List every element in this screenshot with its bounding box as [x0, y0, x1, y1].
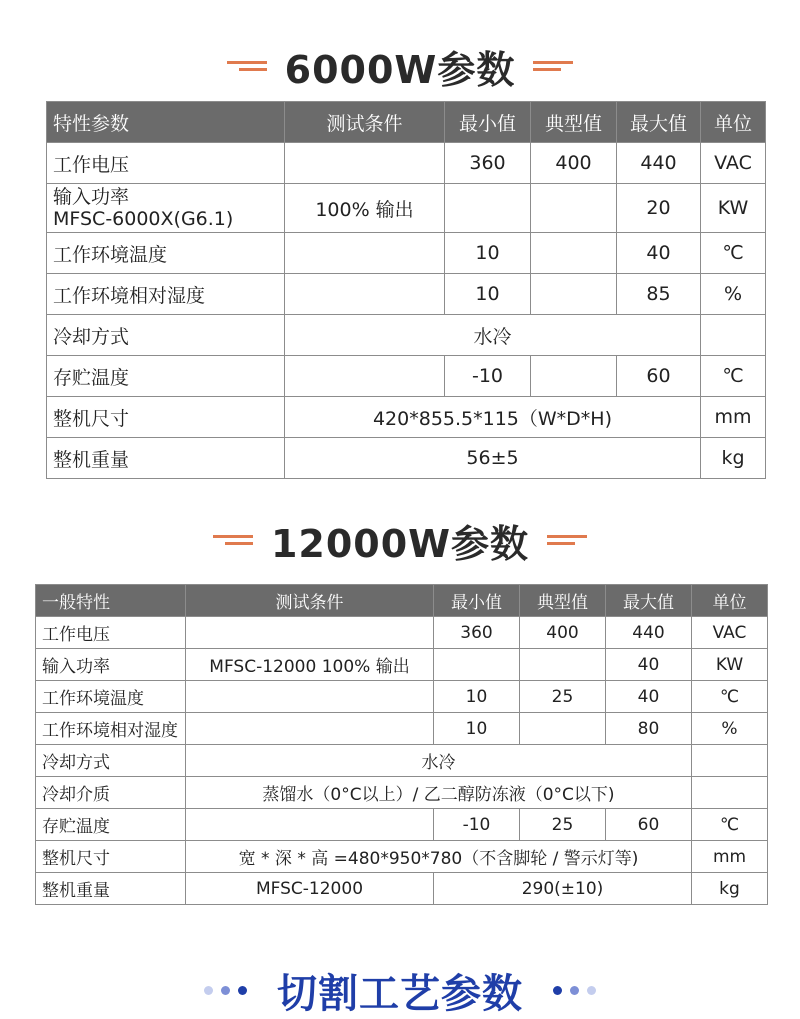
cond-cell	[285, 233, 445, 274]
unit-cell: mm	[701, 397, 766, 438]
dot-icon	[238, 986, 247, 995]
row-label: 输入功率	[36, 649, 186, 681]
typ-cell: 25	[520, 809, 606, 841]
dot-icon	[570, 986, 579, 995]
header-cell: 最小值	[434, 585, 520, 617]
table-row	[36, 841, 768, 873]
row-label-line1: 输入功率	[53, 186, 130, 208]
header-cell: 最大值	[606, 585, 692, 617]
row-label: 工作环境相对湿度	[36, 713, 186, 745]
max-cell: 440	[606, 617, 692, 649]
cond-cell	[186, 681, 434, 713]
unit-cell: ℃	[701, 356, 766, 397]
header-cell: 一般特性	[36, 585, 186, 617]
section-cutting-title	[0, 962, 800, 1018]
max-cell: 440	[617, 143, 701, 184]
typ-cell	[531, 356, 617, 397]
unit-cell: %	[692, 713, 768, 745]
row-label: 工作环境相对湿度	[47, 274, 285, 315]
unit-cell: ℃	[692, 681, 768, 713]
title-decoration-left	[227, 61, 267, 71]
dot-icon	[587, 986, 596, 995]
section-title-text: 切割工艺参数	[277, 970, 523, 1017]
dots-decoration-left	[204, 986, 247, 995]
table-header-row	[47, 102, 766, 143]
table-row	[47, 184, 766, 233]
min-cell: -10	[434, 809, 520, 841]
table-row	[36, 649, 768, 681]
table-header-row	[36, 585, 768, 617]
header-cell: 最大值	[617, 102, 701, 143]
unit-cell: mm	[692, 841, 768, 873]
merged-value-cell: 420*855.5*115（W*D*H)	[285, 397, 701, 438]
cond-cell	[186, 809, 434, 841]
table-row	[47, 233, 766, 274]
title-decoration-right	[547, 535, 587, 545]
min-cell: 360	[445, 143, 531, 184]
cond-cell: 100% 输出	[285, 184, 445, 233]
merged-value-cell: 宽 * 深 * 高 =480*950*780（不含脚轮 / 警示灯等)	[186, 841, 692, 873]
merged-value-cell: 56±5	[285, 438, 701, 479]
row-label: 整机尺寸	[47, 397, 285, 438]
max-cell: 80	[606, 713, 692, 745]
row-label: 整机重量	[36, 873, 186, 905]
typ-cell	[520, 649, 606, 681]
table-row	[36, 809, 768, 841]
row-label: 存贮温度	[36, 809, 186, 841]
min-cell: 10	[434, 713, 520, 745]
table-row	[47, 438, 766, 479]
min-cell	[434, 649, 520, 681]
dot-icon	[204, 986, 213, 995]
section-6000w-title	[0, 40, 800, 92]
max-cell: 20	[617, 184, 701, 233]
row-label: 整机重量	[47, 438, 285, 479]
typ-cell: 400	[531, 143, 617, 184]
max-cell: 60	[617, 356, 701, 397]
table-row	[36, 777, 768, 809]
row-label: 存贮温度	[47, 356, 285, 397]
cond-cell: MFSC-12000	[186, 873, 434, 905]
min-cell	[445, 184, 531, 233]
row-label: 工作电压	[47, 143, 285, 184]
unit-cell: KW	[692, 649, 768, 681]
typ-cell: 25	[520, 681, 606, 713]
table-row	[47, 356, 766, 397]
min-cell: 10	[434, 681, 520, 713]
cond-cell	[186, 713, 434, 745]
title-decoration-left	[213, 535, 253, 545]
typ-cell	[531, 274, 617, 315]
cond-cell	[285, 143, 445, 184]
spec-table-6000w	[46, 101, 766, 479]
table-row	[36, 681, 768, 713]
cond-cell	[285, 356, 445, 397]
row-label: 工作环境温度	[36, 681, 186, 713]
unit-cell	[692, 745, 768, 777]
row-label-line2: MFSC-6000X(G6.1)	[53, 208, 234, 230]
typ-cell	[531, 233, 617, 274]
table-row	[47, 143, 766, 184]
row-label: 冷却方式	[47, 315, 285, 356]
table-row	[36, 745, 768, 777]
header-cell: 典型值	[531, 102, 617, 143]
table-row	[47, 274, 766, 315]
title-decoration-right	[533, 61, 573, 71]
unit-cell: kg	[692, 873, 768, 905]
max-cell: 40	[606, 681, 692, 713]
cond-cell: MFSC-12000 100% 输出	[186, 649, 434, 681]
typ-cell	[531, 184, 617, 233]
typ-cell	[520, 713, 606, 745]
max-cell: 85	[617, 274, 701, 315]
typ-cell: 400	[520, 617, 606, 649]
row-label: 冷却方式	[36, 745, 186, 777]
min-cell: 360	[434, 617, 520, 649]
row-label: 整机尺寸	[36, 841, 186, 873]
section-title-text: 6000W参数	[284, 47, 516, 92]
unit-cell: VAC	[692, 617, 768, 649]
min-cell: 10	[445, 233, 531, 274]
dots-decoration-right	[553, 986, 596, 995]
dot-icon	[221, 986, 230, 995]
header-cell: 测试条件	[186, 585, 434, 617]
section-title-text: 12000W参数	[270, 521, 530, 566]
section-12000w-title	[0, 514, 800, 566]
min-cell: -10	[445, 356, 531, 397]
row-label	[47, 184, 285, 233]
merged-value-cell: 290(±10)	[434, 873, 692, 905]
unit-cell: ℃	[692, 809, 768, 841]
header-cell: 特性参数	[47, 102, 285, 143]
header-cell: 单位	[701, 102, 766, 143]
unit-cell: %	[701, 274, 766, 315]
max-cell: 40	[617, 233, 701, 274]
cond-cell	[186, 617, 434, 649]
header-cell: 最小值	[445, 102, 531, 143]
merged-value-cell: 水冷	[186, 745, 692, 777]
min-cell: 10	[445, 274, 531, 315]
unit-cell: VAC	[701, 143, 766, 184]
header-cell: 单位	[692, 585, 768, 617]
unit-cell: ℃	[701, 233, 766, 274]
table-row	[47, 397, 766, 438]
merged-value-cell: 蒸馏水（0°C以上）/ 乙二醇防冻液（0°C以下)	[186, 777, 692, 809]
max-cell: 40	[606, 649, 692, 681]
cond-cell	[285, 274, 445, 315]
unit-cell: KW	[701, 184, 766, 233]
unit-cell	[701, 315, 766, 356]
row-label: 工作环境温度	[47, 233, 285, 274]
row-label: 冷却介质	[36, 777, 186, 809]
table-row	[36, 617, 768, 649]
table-row	[36, 713, 768, 745]
dot-icon	[553, 986, 562, 995]
unit-cell	[692, 777, 768, 809]
table-row	[47, 315, 766, 356]
row-label: 工作电压	[36, 617, 186, 649]
max-cell: 60	[606, 809, 692, 841]
header-cell: 典型值	[520, 585, 606, 617]
header-cell: 测试条件	[285, 102, 445, 143]
unit-cell: kg	[701, 438, 766, 479]
merged-value-cell: 水冷	[285, 315, 701, 356]
table-row	[36, 873, 768, 905]
spec-table-12000w	[35, 584, 768, 905]
